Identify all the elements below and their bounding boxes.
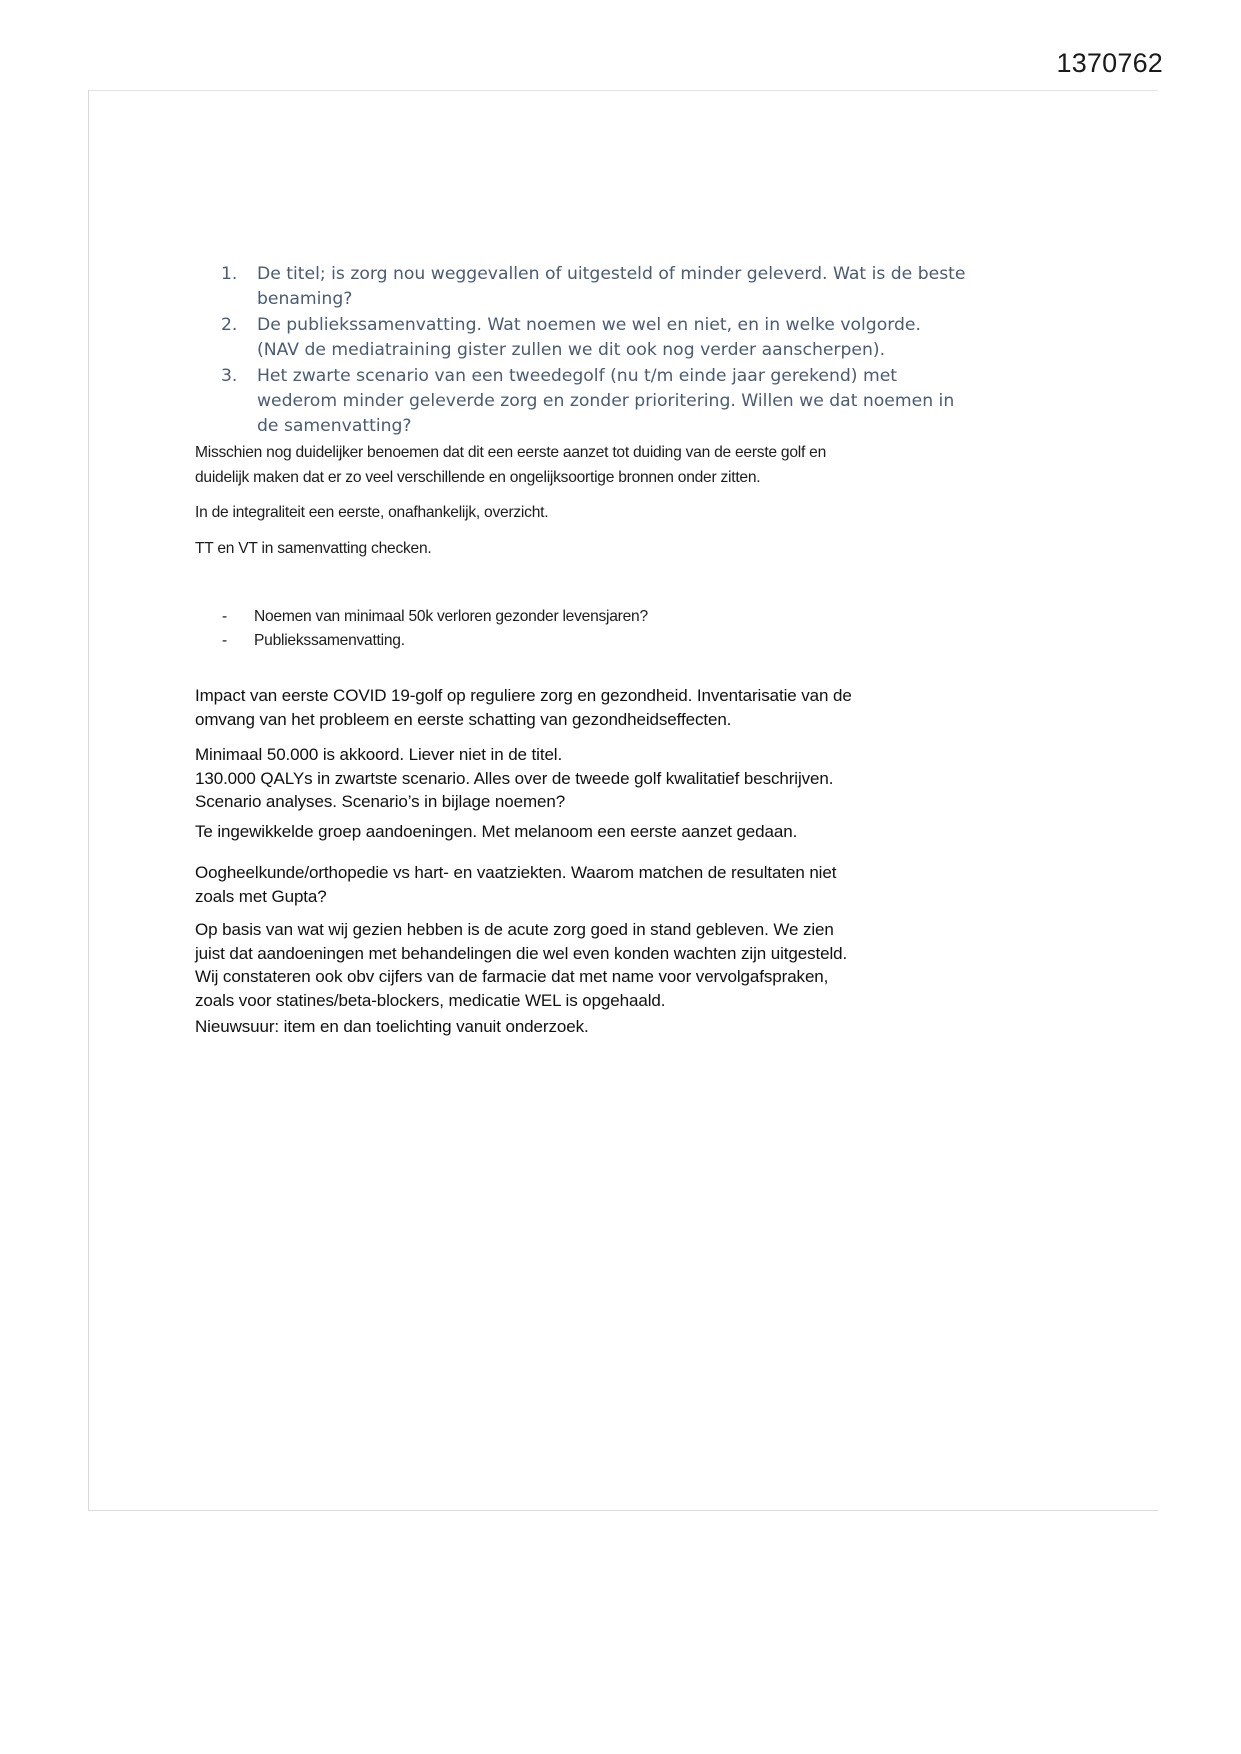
scan-edge-top: [88, 90, 1158, 91]
text-line: Impact van eerste COVID 19-golf op reguliere zorg en gezondheid. Inventarisatie van de: [195, 686, 852, 705]
text-line: Op basis van wat wij gezien hebben is de acute zorg goed in stand gebleven. We zien: [195, 920, 834, 939]
dash-bullet-item: [222, 605, 922, 629]
text-line: duidelijk maken dat er zo veel verschillende en ongelijksoortige bronnen onder zitten.: [195, 469, 761, 486]
bullet-marker: -: [222, 608, 227, 625]
paragraph: [195, 440, 935, 490]
text-line: (NAV de mediatraining gister zullen we dit ook nog verder aanscherpen).: [257, 340, 886, 361]
scan-edge-left: [88, 90, 89, 1510]
text-line: juist dat aandoeningen met behandelingen die wel even konden wachten zijn uitgesteld.: [195, 943, 848, 963]
text-line: wederom minder geleverde zorg en zonder prioritering. Willen we dat noemen in: [257, 391, 955, 412]
bullet-text: Publiekssamenvatting.: [254, 632, 405, 649]
text-line: benaming?: [257, 289, 353, 310]
text-line: zoals voor statines/beta-blockers, medicatie WEL is opgehaald.: [195, 990, 666, 1010]
scan-edge-bottom: [88, 1510, 1158, 1511]
text-line: 130.000 QALYs in zwartste scenario. Alles over de tweede golf kwalitatief beschrijven.: [195, 768, 834, 788]
text-line: omvang van het probleem en eerste schatting van gezondheidseffecten.: [195, 709, 732, 729]
bullet-text: Noemen van minimaal 50k verloren gezonder levensjaren?: [254, 608, 648, 625]
paragraph: [195, 684, 940, 731]
text-line: Het zwarte scenario van een tweedegolf (nu t/m einde jaar gerekend) met: [257, 365, 898, 386]
text-line: Te ingewikkelde groep aandoeningen. Met melanoom een eerste aanzet gedaan.: [195, 822, 798, 841]
text-line: In de integraliteit een eerste, onafhankelijk, overzicht.: [195, 504, 549, 521]
list-marker: 2.: [221, 314, 238, 335]
text-line: Scenario analyses. Scenario’s in bijlage noemen?: [195, 792, 566, 812]
text-line: Nieuwsuur: item en dan toelichting vanuit onderzoek.: [195, 1017, 589, 1036]
paragraph: [195, 500, 935, 525]
list-marker: 1.: [221, 264, 238, 284]
paragraph: [195, 861, 940, 908]
text-line: zoals met Gupta?: [195, 886, 327, 906]
text-line: TT en VT in samenvatting checken.: [195, 540, 432, 557]
text-line: De titel; is zorg nou weggevallen of uitgesteld of minder geleverd. Wat is de beste: [257, 264, 966, 284]
dash-bullet-item: [222, 629, 922, 653]
numbered-list-item: [218, 262, 966, 313]
paragraph: [195, 536, 935, 561]
text-line: Minimaal 50.000 is akkoord. Liever niet in de titel.: [195, 745, 563, 764]
numbered-list: [218, 262, 966, 440]
numbered-list-item: [218, 313, 938, 364]
dash-bullet-list: [222, 605, 922, 653]
text-line: de samenvatting?: [257, 416, 412, 437]
document-id-number: 1370762: [1056, 48, 1163, 78]
text-line: Wij constateren ook obv cijfers van de farmacie dat met name voor vervolgafspraken,: [195, 967, 829, 987]
paragraph: [195, 820, 940, 844]
paragraph: [195, 918, 940, 1012]
list-marker: 3.: [221, 365, 238, 386]
text-line: Misschien nog duidelijker benoemen dat dit een eerste aanzet tot duiding van de eerste golf en: [195, 444, 827, 461]
bullet-marker: -: [222, 632, 227, 649]
text-line: Oogheelkunde/orthopedie vs hart- en vaatziekten. Waarom matchen de resultaten niet: [195, 863, 837, 882]
paragraph: [195, 1015, 940, 1039]
text-line: De publiekssamenvatting. Wat noemen we wel en niet, en in welke volgorde.: [257, 314, 921, 335]
paragraph: [195, 743, 940, 814]
numbered-list-item: [218, 364, 955, 440]
